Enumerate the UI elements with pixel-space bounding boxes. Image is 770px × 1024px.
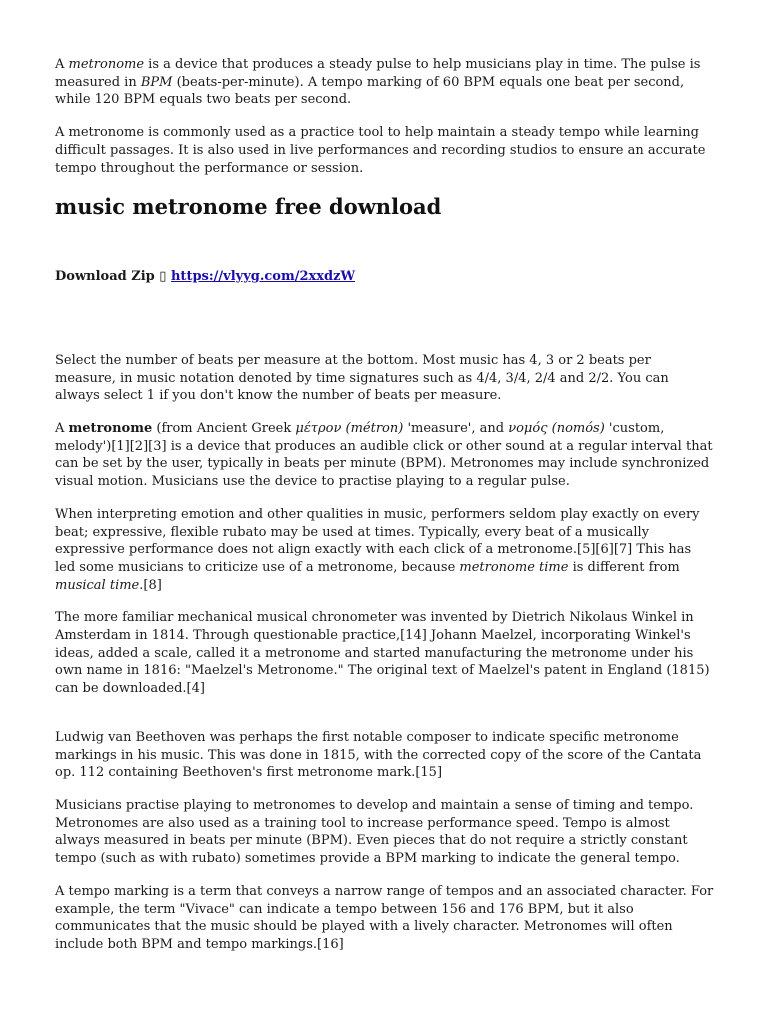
paragraph-select-beats: Select the number of beats per measure at the bottom. Most music has 4, 3 or 2 beats per measure, in music notation denoted by time signatures such as 4/4, 3/4, 2/4 and 2/2. You can always select 1 if you don't know the number of beats per measure.	[55, 352, 669, 404]
download-row	[55, 268, 714, 286]
page-heading: music metronome free download	[55, 194, 442, 220]
greek-word-nomos: νομός	[508, 421, 548, 437]
paragraph-practise: Musicians practise playing to metronomes to develop and maintain a sense of timing and tempo. Metronomes are also used as a training tool to increase performance speed. Tempo is almost always measured in beats per minute (BPM). Even pieces that do not require a strictly constant tempo (such as with rubato) sometimes provide a BPM marking to indicate the general tempo.	[55, 797, 694, 867]
text-run: is a device that produces a steady pulse to help musicians play in time. The pulse is measured in	[55, 57, 701, 90]
transliteration-metron: (métron)	[345, 421, 404, 437]
transliteration-nomos: (nomós)	[551, 421, 605, 437]
italic-term-musical-time: musical time	[55, 577, 140, 593]
paragraph-definition	[55, 420, 714, 491]
text-run: 'measure', and	[403, 421, 509, 437]
download-link[interactable]: https://vlyyg.com/2xxdzW	[170, 269, 356, 285]
paragraph-interpretation	[55, 506, 714, 595]
text-run: A	[55, 57, 69, 72]
text-run: is different from	[568, 559, 680, 575]
paragraph-tempo-marking: A tempo marking is a term that conveys a narrow range of tempos and an associated character. For example, the term "Vivace" can indicate a tempo between 156 and 176 BPM, but it also communicates that the music should be played with a lively character. Metronomes will often include both BPM and tempo markings.[16]	[55, 883, 714, 952]
paragraph-beethoven: Ludwig van Beethoven was perhaps the first notable composer to indicate specific metronome markings in his music. This was done in 1815, with the corrected copy of the score of the Cantata op. 112 containing Beethoven's first metronome mark.[15]	[55, 729, 702, 781]
italic-term-metronome: metronome	[68, 57, 145, 72]
text-run: When interpreting emotion and other qualities in music, performers seldom play exactly on every beat; expressive, flexible rubato may be used at times. Typically, every beat of a musically expressive performance does not align exactly with each click of a metronome.[5][6][7] This has led some musicians to criticize use of a metronome, because	[55, 506, 700, 575]
greek-word-metron: μέτρον	[295, 421, 342, 437]
download-icon: ▯	[159, 269, 167, 285]
text-run: A	[55, 421, 69, 437]
intro-paragraph-2: A metronome is commonly used as a practice tool to help maintain a steady tempo while learning difficult passages. It is also used in live performances and recording studios to ensure an accurate tempo throughout the performance or session.	[55, 125, 706, 176]
intro-paragraph-1	[55, 56, 714, 109]
italic-term-bpm: BPM	[140, 74, 173, 90]
download-label: Download Zip	[55, 269, 155, 285]
italic-term-metronome-time: metronome time	[459, 559, 569, 575]
text-run: (beats-per-minute). A tempo marking of 60 BPM equals one beat per second, while 120 BPM equals two beats per second.	[55, 74, 685, 108]
text-run: 'custom, melody')[1][2][3] is a device that produces an audible click or other sound at a regular interval that can be set by the user, typically in beats per minute (BPM). Metronomes may include synchronized visual motion. Musicians use the device to practise playing to a regular pulse.	[55, 421, 713, 490]
text-run: .[8]	[139, 577, 162, 593]
bold-term-metronome: metronome	[68, 421, 153, 437]
paragraph-winkel: The more familiar mechanical musical chronometer was invented by Dietrich Nikolaus Winkel in Amsterdam in 1814. Through questionable practice,[14] Johann Maelzel, incorporating Winkel's ideas, added a scale, called it a metronome and started manufacturing the metronome under his own name in 1816: "Maelzel's Metronome." The original text of Maelzel's patent in England (1815) can be downloaded.[4]	[55, 610, 710, 697]
text-run: (from Ancient Greek	[152, 421, 296, 437]
